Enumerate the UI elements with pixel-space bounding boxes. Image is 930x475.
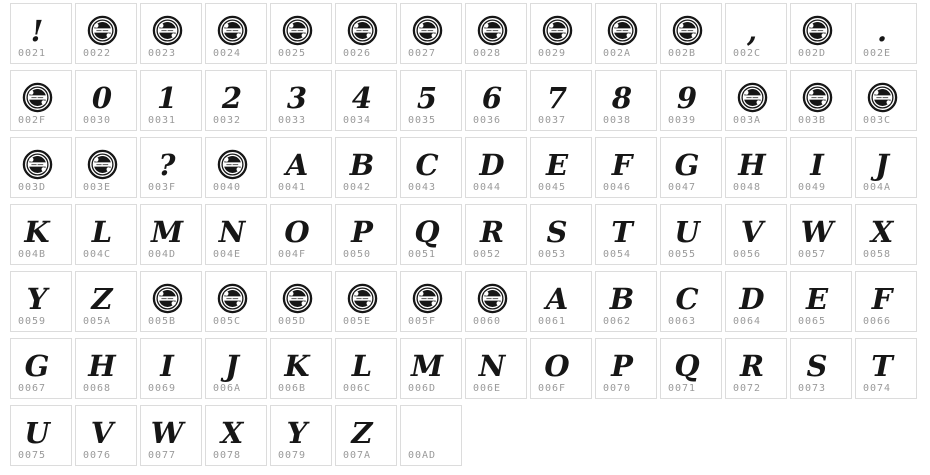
codepoint-label: 0077 (148, 450, 177, 461)
codepoint-label: 0078 (213, 450, 242, 461)
glyph-cell (790, 70, 852, 131)
codepoint-label: 005A (83, 316, 112, 327)
glyph: N (218, 215, 246, 249)
codepoint-label: 005C (213, 316, 242, 327)
glyph-cell (530, 338, 592, 399)
glyph-cell (140, 137, 202, 198)
codepoint-label: 0065 (798, 316, 827, 327)
codepoint-label: 0074 (863, 383, 892, 394)
glyph-cell (400, 70, 462, 131)
glyph: R (479, 215, 505, 249)
glyph-grid (10, 3, 917, 466)
codepoint-label: 0051 (408, 249, 437, 260)
notdef-logo-icon (336, 272, 396, 314)
notdef-logo-icon (531, 4, 591, 46)
codepoint-label: 0068 (83, 383, 112, 394)
glyph-cell (465, 271, 527, 332)
glyph-cell (660, 137, 722, 198)
glyph: L (351, 349, 373, 383)
glyph-cell (140, 338, 202, 399)
glyph: E (545, 148, 569, 182)
notdef-logo-icon (856, 71, 916, 113)
glyph-cell (10, 137, 72, 198)
glyph: O (544, 349, 570, 383)
codepoint-label: 0033 (278, 115, 307, 126)
notdef-logo-icon (141, 4, 201, 46)
codepoint-label: 00AD (408, 450, 437, 461)
codepoint-label: 0048 (733, 182, 762, 193)
codepoint-label: 0071 (668, 383, 697, 394)
glyph-cell (75, 271, 137, 332)
glyph: U (24, 416, 50, 450)
notdef-logo-icon (206, 138, 266, 180)
glyph-cell (465, 70, 527, 131)
codepoint-label: 0054 (603, 249, 632, 260)
glyph: W (150, 416, 184, 450)
glyph-cell (75, 70, 137, 131)
glyph-cell (855, 271, 917, 332)
codepoint-label: 0036 (473, 115, 502, 126)
glyph-cell (400, 137, 462, 198)
codepoint-label: 006D (408, 383, 437, 394)
glyph-cell (335, 204, 397, 265)
codepoint-label: 0060 (473, 316, 502, 327)
codepoint-label: 002C (733, 48, 762, 59)
glyph-cell (595, 271, 657, 332)
glyph-cell (465, 338, 527, 399)
codepoint-label: 0059 (18, 316, 47, 327)
glyph-cell (660, 271, 722, 332)
codepoint-label: 0022 (83, 48, 112, 59)
glyph: M (410, 349, 444, 383)
glyph-cell (270, 70, 332, 131)
glyph-cell (530, 137, 592, 198)
codepoint-label: 004D (148, 249, 177, 260)
glyph-cell (205, 271, 267, 332)
glyph: Z (91, 282, 113, 316)
glyph-cell (75, 137, 137, 198)
glyph-cell (205, 204, 267, 265)
glyph-cell (335, 137, 397, 198)
glyph: T (871, 349, 893, 383)
glyph-cell (205, 405, 267, 466)
codepoint-label: 0044 (473, 182, 502, 193)
glyph: 1 (156, 81, 178, 115)
glyph: W (800, 215, 834, 249)
codepoint-label: 0075 (18, 450, 47, 461)
glyph-cell (10, 405, 72, 466)
glyph-cell (400, 204, 462, 265)
glyph-cell (140, 204, 202, 265)
glyph-cell (270, 271, 332, 332)
glyph-cell (205, 137, 267, 198)
codepoint-label: 0072 (733, 383, 762, 394)
glyph: D (739, 282, 765, 316)
codepoint-label: 005D (278, 316, 307, 327)
glyph-cell (270, 204, 332, 265)
codepoint-label: 0070 (603, 383, 632, 394)
codepoint-label: 0043 (408, 182, 437, 193)
glyph: D (479, 148, 505, 182)
codepoint-label: 002A (603, 48, 632, 59)
glyph: Z (351, 416, 373, 450)
glyph-cell (790, 3, 852, 64)
glyph-cell (270, 3, 332, 64)
codepoint-label: 004F (278, 249, 307, 260)
glyph: H (738, 148, 766, 182)
notdef-logo-icon (596, 4, 656, 46)
codepoint-label: 002E (863, 48, 892, 59)
glyph-cell (270, 137, 332, 198)
glyph-cell (75, 338, 137, 399)
glyph: 3 (286, 81, 308, 115)
codepoint-label: 002F (18, 115, 47, 126)
notdef-logo-icon (466, 272, 526, 314)
glyph-cell (400, 271, 462, 332)
glyph: H (88, 349, 116, 383)
notdef-logo-icon (726, 71, 786, 113)
codepoint-label: 0052 (473, 249, 502, 260)
glyph-cell (790, 338, 852, 399)
codepoint-label: 0035 (408, 115, 437, 126)
codepoint-label: 0041 (278, 182, 307, 193)
glyph-cell (205, 338, 267, 399)
glyph: G (674, 148, 700, 182)
glyph-cell (595, 338, 657, 399)
notdef-logo-icon (791, 71, 851, 113)
glyph-cell (270, 338, 332, 399)
glyph-cell (335, 3, 397, 64)
glyph: O (284, 215, 310, 249)
glyph: 0 (91, 81, 113, 115)
codepoint-label: 0034 (343, 115, 372, 126)
glyph-cell (595, 3, 657, 64)
codepoint-label: 0056 (733, 249, 762, 260)
glyph-cell (855, 137, 917, 198)
codepoint-label: 004B (18, 249, 47, 260)
glyph-cell (660, 204, 722, 265)
codepoint-label: 002D (798, 48, 827, 59)
glyph-cell (335, 405, 397, 466)
glyph-cell (140, 3, 202, 64)
codepoint-label: 006C (343, 383, 372, 394)
glyph-cell (725, 137, 787, 198)
notdef-logo-icon (11, 71, 71, 113)
glyph-cell (530, 271, 592, 332)
glyph: V (90, 416, 114, 450)
glyph: P (351, 215, 373, 249)
glyph: 9 (676, 81, 698, 115)
notdef-logo-icon (206, 272, 266, 314)
glyph-cell (75, 405, 137, 466)
codepoint-label: 005B (148, 316, 177, 327)
glyph: 7 (546, 81, 568, 115)
glyph-cell (140, 405, 202, 466)
glyph: G (24, 349, 50, 383)
notdef-logo-icon (206, 4, 266, 46)
glyph-cell (660, 338, 722, 399)
glyph: K (284, 349, 310, 383)
codepoint-label: 006A (213, 383, 242, 394)
notdef-logo-icon (76, 4, 136, 46)
glyph: Y (286, 416, 308, 450)
codepoint-label: 0038 (603, 115, 632, 126)
glyph-cell (10, 70, 72, 131)
glyph: 8 (611, 81, 633, 115)
glyph-cell (465, 137, 527, 198)
glyph: J (225, 349, 239, 383)
glyph: X (220, 416, 244, 450)
codepoint-label: 0025 (278, 48, 307, 59)
codepoint-label: 004A (863, 182, 892, 193)
glyph: S (546, 215, 568, 249)
glyph-cell (75, 204, 137, 265)
codepoint-label: 0032 (213, 115, 242, 126)
glyph: L (91, 215, 113, 249)
glyph: U (674, 215, 700, 249)
notdef-logo-icon (401, 272, 461, 314)
glyph-cell (725, 3, 787, 64)
glyph: Y (26, 282, 48, 316)
codepoint-label: 0066 (863, 316, 892, 327)
codepoint-label: 0026 (343, 48, 372, 59)
glyph: C (675, 282, 699, 316)
glyph-cell (855, 3, 917, 64)
glyph: 5 (416, 81, 438, 115)
glyph: J (875, 148, 889, 182)
glyph: ? (158, 148, 176, 182)
glyph-cell (530, 3, 592, 64)
codepoint-label: 0067 (18, 383, 47, 394)
glyph: B (609, 282, 635, 316)
glyph-cell (725, 70, 787, 131)
codepoint-label: 0028 (473, 48, 502, 59)
glyph: A (545, 282, 569, 316)
notdef-logo-icon (661, 4, 721, 46)
codepoint-label: 0069 (148, 383, 177, 394)
glyph-cell (465, 204, 527, 265)
glyph: B (349, 148, 375, 182)
codepoint-label: 0040 (213, 182, 242, 193)
codepoint-label: 0037 (538, 115, 567, 126)
codepoint-label: 0076 (83, 450, 112, 461)
codepoint-label: 0046 (603, 182, 632, 193)
glyph-cell (335, 70, 397, 131)
glyph-cell (400, 405, 462, 466)
notdef-logo-icon (466, 4, 526, 46)
glyph-cell (205, 70, 267, 131)
glyph-cell (140, 271, 202, 332)
glyph: E (805, 282, 829, 316)
codepoint-label: 0063 (668, 316, 697, 327)
glyph-cell (595, 137, 657, 198)
codepoint-label: 0024 (213, 48, 242, 59)
glyph: , (746, 14, 758, 48)
codepoint-label: 007A (343, 450, 372, 461)
codepoint-label: 0023 (148, 48, 177, 59)
glyph-cell (595, 204, 657, 265)
glyph: M (150, 215, 184, 249)
codepoint-label: 003E (83, 182, 112, 193)
codepoint-label: 0027 (408, 48, 437, 59)
glyph: P (611, 349, 633, 383)
codepoint-label: 005E (343, 316, 372, 327)
codepoint-label: 0053 (538, 249, 567, 260)
glyph-cell (10, 3, 72, 64)
glyph-cell (725, 338, 787, 399)
codepoint-label: 0079 (278, 450, 307, 461)
notdef-logo-icon (11, 138, 71, 180)
glyph-cell (790, 271, 852, 332)
glyph-cell (855, 204, 917, 265)
notdef-logo-icon (791, 4, 851, 46)
notdef-logo-icon (141, 272, 201, 314)
glyph: I (160, 349, 174, 383)
codepoint-label: 0058 (863, 249, 892, 260)
codepoint-label: 0045 (538, 182, 567, 193)
codepoint-label: 006F (538, 383, 567, 394)
glyph: N (478, 349, 506, 383)
glyph: T (611, 215, 633, 249)
glyph (401, 406, 461, 448)
glyph-cell (205, 3, 267, 64)
glyph: 4 (351, 81, 373, 115)
codepoint-label: 0039 (668, 115, 697, 126)
codepoint-label: 0050 (343, 249, 372, 260)
glyph-cell (400, 3, 462, 64)
glyph: A (285, 148, 309, 182)
glyph-cell (530, 204, 592, 265)
codepoint-label: 006E (473, 383, 502, 394)
glyph: K (24, 215, 50, 249)
codepoint-label: 0061 (538, 316, 567, 327)
codepoint-label: 0055 (668, 249, 697, 260)
codepoint-label: 003A (733, 115, 762, 126)
codepoint-label: 006B (278, 383, 307, 394)
glyph-cell (660, 70, 722, 131)
codepoint-label: 0064 (733, 316, 762, 327)
glyph: X (870, 215, 894, 249)
codepoint-label: 0021 (18, 48, 47, 59)
codepoint-label: 0042 (343, 182, 372, 193)
codepoint-label: 0057 (798, 249, 827, 260)
glyph-cell (855, 338, 917, 399)
codepoint-label: 003C (863, 115, 892, 126)
notdef-logo-icon (401, 4, 461, 46)
glyph-cell (725, 271, 787, 332)
glyph-cell (10, 204, 72, 265)
glyph: Q (414, 215, 440, 249)
glyph: I (810, 148, 824, 182)
codepoint-label: 0047 (668, 182, 697, 193)
glyph-cell (725, 204, 787, 265)
glyph: 2 (221, 81, 243, 115)
notdef-logo-icon (336, 4, 396, 46)
glyph: Q (674, 349, 700, 383)
glyph: . (876, 14, 888, 48)
glyph: V (740, 215, 764, 249)
codepoint-label: 0062 (603, 316, 632, 327)
glyph-cell (790, 204, 852, 265)
glyph-cell (530, 70, 592, 131)
glyph-cell (270, 405, 332, 466)
glyph: R (739, 349, 765, 383)
glyph-cell (855, 70, 917, 131)
codepoint-label: 003B (798, 115, 827, 126)
glyph: S (806, 349, 828, 383)
codepoint-label: 0031 (148, 115, 177, 126)
glyph-cell (595, 70, 657, 131)
notdef-logo-icon (271, 4, 331, 46)
glyph-cell (335, 271, 397, 332)
glyph-cell (75, 3, 137, 64)
glyph: F (611, 148, 633, 182)
notdef-logo-icon (271, 272, 331, 314)
codepoint-label: 0049 (798, 182, 827, 193)
glyph: C (415, 148, 439, 182)
codepoint-label: 002B (668, 48, 697, 59)
glyph-cell (10, 338, 72, 399)
glyph: F (871, 282, 893, 316)
codepoint-label: 004C (83, 249, 112, 260)
glyph: 6 (481, 81, 503, 115)
codepoint-label: 005F (408, 316, 437, 327)
notdef-logo-icon (76, 138, 136, 180)
glyph-cell (10, 271, 72, 332)
glyph-cell (790, 137, 852, 198)
glyph-cell (465, 3, 527, 64)
codepoint-label: 003F (148, 182, 177, 193)
codepoint-label: 004E (213, 249, 242, 260)
glyph-cell (335, 338, 397, 399)
glyph: ! (30, 14, 44, 48)
glyph-cell (660, 3, 722, 64)
codepoint-label: 003D (18, 182, 47, 193)
codepoint-label: 0029 (538, 48, 567, 59)
glyph-cell (400, 338, 462, 399)
codepoint-label: 0030 (83, 115, 112, 126)
codepoint-label: 0073 (798, 383, 827, 394)
glyph-cell (140, 70, 202, 131)
